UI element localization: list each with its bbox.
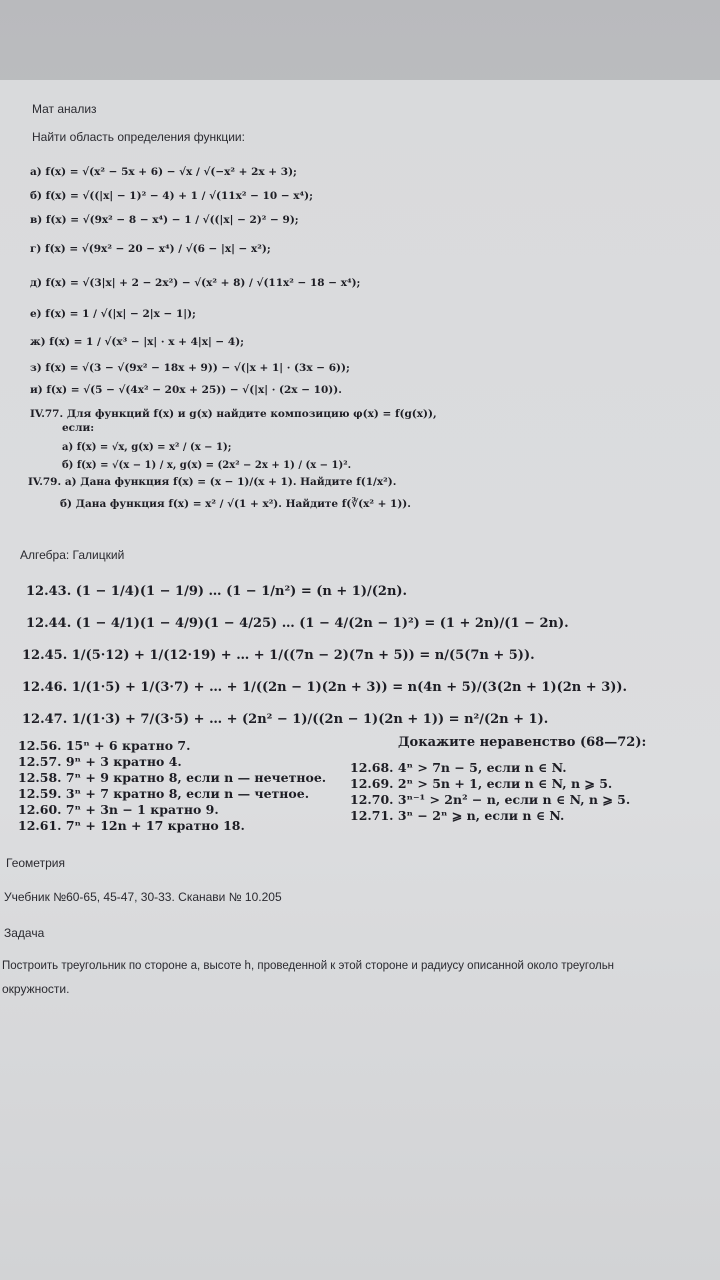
inequality-text: 3ⁿ⁻¹ > 2n² − n, если n ∈ N, n ⩾ 5.: [397, 792, 631, 807]
divisibility-text: 7ⁿ + 3n − 1 кратно 9.: [65, 802, 219, 817]
divisibility-text: 3ⁿ + 7 кратно 8, если n — четное.: [65, 786, 310, 801]
exercise-part-a: а) f(x) = √x, g(x) = x² / (x − 1);: [62, 442, 232, 453]
geometry-heading: Геометрия: [6, 856, 65, 870]
domain-item: а) f(x) = √(x² − 5x + 6) − √x / √(−x² + 2x + 3);: [30, 166, 297, 178]
identity-expression: (1 − 1/4)(1 − 1/9) … (1 − 1/n²) = (n + 1)/(2n).: [75, 584, 408, 599]
domain-item: е) f(x) = 1 / √(|x| − 2|x − 1|);: [30, 308, 196, 320]
inequality-item: [350, 792, 630, 807]
inequality-item: [350, 808, 564, 823]
domain-item: в) f(x) = √(9x² − 8 − x⁴) − 1 / √((|x| − 2)² − 9);: [30, 214, 299, 226]
domain-item: г) f(x) = √(9x² − 20 − x⁴) / √(6 − |x| − x²);: [30, 243, 271, 255]
divisibility-item: [18, 754, 182, 769]
worksheet-page: [0, 80, 720, 1280]
divisibility-item: [18, 770, 326, 785]
divisibility-item: [18, 738, 190, 753]
inequality-number: 12.71.: [350, 808, 394, 823]
divisibility-text: 9ⁿ + 3 кратно 4.: [65, 754, 182, 769]
identity-number: 12.44.: [26, 616, 72, 631]
identity-item: [22, 648, 535, 663]
divisibility-text: 15ⁿ + 6 кратно 7.: [65, 738, 191, 753]
inequality-item: [350, 760, 567, 775]
identity-item: [26, 584, 407, 599]
exercise-part-b: б) Дана функция f(x) = x² / √(1 + x²). Найдите f(∛(x² + 1)).: [60, 498, 411, 510]
exercise-text-cont: если:: [62, 422, 95, 434]
divisibility-number: 12.56.: [18, 738, 62, 753]
problem-heading: Задача: [4, 926, 45, 940]
identity-number: 12.43.: [26, 584, 72, 599]
problem-text-cont: окружности.: [2, 982, 70, 996]
inequalities-heading: Докажите неравенство (68—72):: [398, 735, 647, 750]
identity-number: 12.47.: [22, 712, 68, 727]
inequality-item: [350, 776, 612, 791]
inequality-number: 12.70.: [350, 792, 394, 807]
inequality-number: 12.69.: [350, 776, 394, 791]
problem-text: Построить треугольник по стороне a, высоте h, проведенной к этой стороне и радиусу описанной около треугольн: [2, 960, 615, 972]
exercise-number: IV.79.: [28, 476, 62, 488]
divisibility-text: 7ⁿ + 9 кратно 8, если n — нечетное.: [65, 770, 327, 785]
identity-number: 12.46.: [22, 680, 68, 695]
identity-expression: 1/(1·5) + 1/(3·7) + … + 1/((2n − 1)(2n + 3)) = n(4n + 5)/(3(2n + 1)(2n + 3)).: [71, 680, 628, 695]
divisibility-item: [18, 786, 309, 801]
identity-expression: 1/(1·3) + 7/(3·5) + … + (2n² − 1)/((2n − 1)(2n + 1)) = n²/(2n + 1).: [71, 712, 549, 727]
subject-heading: Мат анализ: [32, 102, 97, 116]
identity-expression: (1 − 4/1)(1 − 4/9)(1 − 4/25) … (1 − 4/(2n − 1)²) = (1 + 2n)/(1 − 2n).: [75, 616, 569, 631]
exercise-number: IV.77.: [30, 408, 64, 420]
geometry-textbook-assignment: Учебник №60-65, 45-47, 30-33. Сканави № 10.205: [4, 890, 282, 904]
domain-item: б) f(x) = √((|x| − 1)² − 4) + 1 / √(11x² − 10 − x⁴);: [30, 190, 313, 202]
inequality-text: 2ⁿ > 5n + 1, если n ∈ N, n ⩾ 5.: [397, 776, 613, 791]
divisibility-number: 12.58.: [18, 770, 62, 785]
domain-item: з) f(x) = √(3 − √(9x² − 18x + 9)) − √(|x + 1| · (3x − 6));: [30, 362, 350, 374]
domain-item: ж) f(x) = 1 / √(x³ − |x| · x + 4|x| − 4);: [30, 336, 245, 348]
identity-number: 12.45.: [22, 648, 68, 663]
divisibility-item: [18, 802, 219, 817]
domain-item: и) f(x) = √(5 − √(4x² − 20x + 25)) − √(|x| · (2x − 10)).: [30, 384, 342, 396]
algebra-heading: Алгебра: Галицкий: [20, 548, 125, 562]
inequality-text: 3ⁿ − 2ⁿ ⩾ n, если n ∈ N.: [397, 808, 565, 823]
divisibility-number: 12.60.: [18, 802, 62, 817]
domain-item: д) f(x) = √(3|x| + 2 − 2x²) − √(x² + 8) / √(11x² − 18 − x⁴);: [30, 277, 361, 289]
exercise-part-a: а) Дана функция f(x) = (x − 1)/(x + 1). Найдите f(1/x²).: [64, 476, 397, 488]
exercise-part-b: б) f(x) = √(x − 1) / x, g(x) = (2x² − 2x + 1) / (x − 1)².: [62, 460, 352, 471]
divisibility-number: 12.57.: [18, 754, 62, 769]
identity-item: [22, 712, 548, 727]
divisibility-number: 12.59.: [18, 786, 62, 801]
identity-expression: 1/(5·12) + 1/(12·19) + … + 1/((7n − 2)(7n + 5)) = n/(5(7n + 5)).: [71, 648, 535, 663]
divisibility-item: [18, 818, 245, 833]
inequality-text: 4ⁿ > 7n − 5, если n ∈ N.: [397, 760, 567, 775]
exercise-text: Для функций f(x) и g(x) найдите композицию φ(x) = f(g(x)),: [66, 408, 437, 420]
identity-item: [26, 616, 569, 631]
task-heading: Найти область определения функции:: [32, 130, 245, 144]
divisibility-number: 12.61.: [18, 818, 62, 833]
identity-item: [22, 680, 627, 695]
divisibility-text: 7ⁿ + 12n + 17 кратно 18.: [65, 818, 245, 833]
inequality-number: 12.68.: [350, 760, 394, 775]
